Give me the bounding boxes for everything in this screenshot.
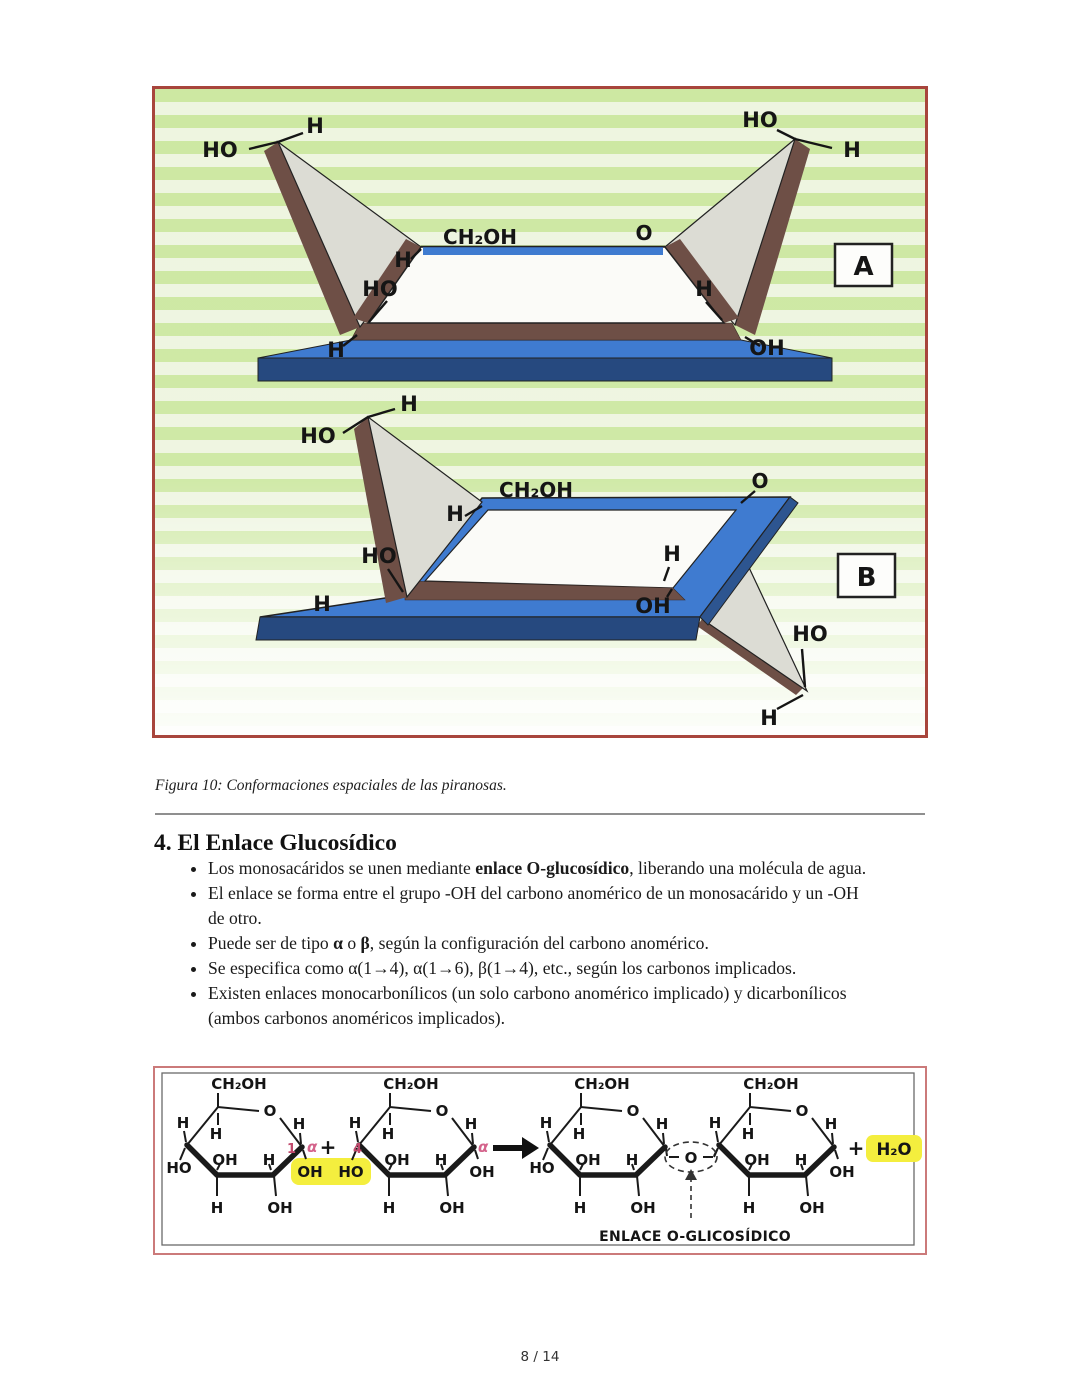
- ring3-skeleton: [547, 1093, 665, 1196]
- bridge-oxygen-label: O: [684, 1149, 698, 1167]
- label-h: H: [394, 248, 412, 272]
- bullet-text: Los monosacáridos se unen mediante: [208, 858, 476, 878]
- label-oh: OH: [749, 336, 785, 360]
- label-h: H: [663, 542, 681, 566]
- label-h: H: [381, 1125, 395, 1143]
- label-ho: HO: [361, 544, 397, 568]
- label-h: H: [824, 1115, 838, 1133]
- label-h: H: [708, 1114, 722, 1132]
- label-h: H: [209, 1125, 223, 1143]
- carbon-number-4: 4: [352, 1142, 362, 1157]
- label-h: H: [655, 1115, 669, 1133]
- bullet-item: [208, 931, 878, 956]
- bullet-text: , según la configuración del carbono anomérico.: [369, 933, 709, 953]
- bullet-item: [208, 956, 878, 981]
- ring2-skeleton: [356, 1093, 474, 1196]
- glycosidic-bridge: [665, 1142, 717, 1218]
- label-h: H: [176, 1114, 190, 1132]
- ring1-skeleton: [184, 1093, 302, 1196]
- tag-a: A: [853, 252, 874, 282]
- label-h: H: [625, 1151, 639, 1169]
- bullet-text-bold: α: [333, 933, 343, 953]
- bullet-text: Puede ser de tipo: [208, 933, 334, 953]
- label-h: H: [843, 138, 861, 162]
- bullet-text-bold: enlace O-glucosídico: [475, 858, 630, 878]
- label-h: H: [539, 1114, 553, 1132]
- label-h: H: [210, 1199, 224, 1217]
- label-h: H: [292, 1115, 306, 1133]
- alpha-label: α: [307, 1138, 318, 1156]
- figure-glycosidic-bond: [153, 1066, 927, 1255]
- ring-oxygen-label: O: [795, 1102, 809, 1120]
- ring-oxygen-label: O: [435, 1102, 449, 1120]
- label-ch2oh: CH₂OH: [443, 225, 517, 249]
- bullet-text: , liberando una molécula de agua.: [629, 858, 867, 878]
- ring4-skeleton: [716, 1093, 834, 1196]
- label-h: H: [573, 1199, 587, 1217]
- plus-sign: +: [319, 1135, 337, 1159]
- label-h: H: [742, 1199, 756, 1217]
- page-number: 8 / 14: [520, 1349, 560, 1365]
- bullet-text: Existen enlaces monocarbonílicos (un solo carbono anomérico implicado) y dicarbonílicos (ambos carbonos anoméricos implicados).: [208, 983, 847, 1028]
- bullet-text: El enlace se forma entre el grupo -OH del carbono anomérico de un monosacárido y un -OH de otro.: [208, 883, 859, 928]
- label-h: H: [572, 1125, 586, 1143]
- bullet-text: o: [342, 933, 361, 953]
- ring-oxygen-label: O: [263, 1102, 277, 1120]
- label-ch2oh: CH₂OH: [574, 1075, 630, 1093]
- section-heading: 4. El Enlace Glucosídico: [154, 830, 397, 856]
- alpha-label: α: [478, 1138, 489, 1156]
- bullet-text: Se especifica como α(1→4), α(1→6), β(1→4), etc., según los carbonos implicados.: [208, 958, 797, 978]
- label-oh: OH: [635, 594, 671, 618]
- carbon-number-1: 1: [286, 1142, 296, 1157]
- label-oh: OH: [267, 1199, 293, 1217]
- label-h: H: [434, 1151, 448, 1169]
- piranosa-diagram: [155, 89, 925, 735]
- label-ho: HO: [792, 622, 828, 646]
- label-oh: OH: [469, 1163, 495, 1181]
- label-ho: HO: [529, 1159, 555, 1177]
- figure-piranosa-conformations: [152, 86, 928, 738]
- ring-oxygen-label: O: [751, 469, 769, 493]
- plus-sign: +: [847, 1136, 865, 1160]
- label-h: H: [794, 1151, 808, 1169]
- ring-oxygen-label: O: [626, 1102, 640, 1120]
- label-h: H: [262, 1151, 276, 1169]
- label-h: H: [446, 502, 464, 526]
- label-ho: HO: [300, 424, 336, 448]
- bullet-list: [178, 856, 878, 1031]
- label-ho: HO: [742, 108, 778, 132]
- label-h: H: [348, 1114, 362, 1132]
- label-oh: OH: [384, 1151, 410, 1169]
- figure-caption: Figura 10: Conformaciones espaciales de las piranosas.: [155, 777, 507, 794]
- label-oh-highlighted: OH: [297, 1163, 323, 1181]
- label-h: H: [464, 1115, 478, 1133]
- label-oh: OH: [212, 1151, 238, 1169]
- label-oh: OH: [799, 1199, 825, 1217]
- ring-oxygen-label: O: [635, 221, 653, 245]
- label-ch2oh: CH₂OH: [499, 478, 573, 502]
- label-ch2oh: CH₂OH: [383, 1075, 439, 1093]
- reaction-arrow: [493, 1137, 539, 1159]
- label-oh: OH: [575, 1151, 601, 1169]
- label-h: H: [306, 114, 324, 138]
- bullet-item: [208, 856, 878, 881]
- label-oh: OH: [439, 1199, 465, 1217]
- horizontal-rule: [155, 813, 925, 815]
- bullet-item: [208, 981, 878, 1031]
- label-ch2oh: CH₂OH: [211, 1075, 267, 1093]
- label-h: H: [400, 392, 418, 416]
- glycosidic-diagram: [155, 1068, 925, 1253]
- label-h: H: [313, 592, 331, 616]
- label-h: H: [760, 706, 778, 730]
- label-h: H: [327, 338, 345, 362]
- bullet-text-bold: β: [360, 933, 370, 953]
- label-ho: HO: [166, 1159, 192, 1177]
- label-ho-highlighted: HO: [338, 1163, 364, 1181]
- label-ho: HO: [202, 138, 238, 162]
- label-oh: OH: [744, 1151, 770, 1169]
- glycosidic-bond-label: ENLACE O-GLICOSÍDICO: [599, 1229, 791, 1245]
- tag-b: B: [856, 563, 877, 593]
- label-oh: OH: [829, 1163, 855, 1181]
- label-h: H: [695, 277, 713, 301]
- label-h: H: [382, 1199, 396, 1217]
- pointer-arrowhead: [685, 1169, 697, 1180]
- label-oh: OH: [630, 1199, 656, 1217]
- water-label: H₂O: [876, 1140, 912, 1159]
- label-h: H: [741, 1125, 755, 1143]
- bullet-item: [208, 881, 878, 931]
- label-ch2oh: CH₂OH: [743, 1075, 799, 1093]
- label-ho: HO: [362, 277, 398, 301]
